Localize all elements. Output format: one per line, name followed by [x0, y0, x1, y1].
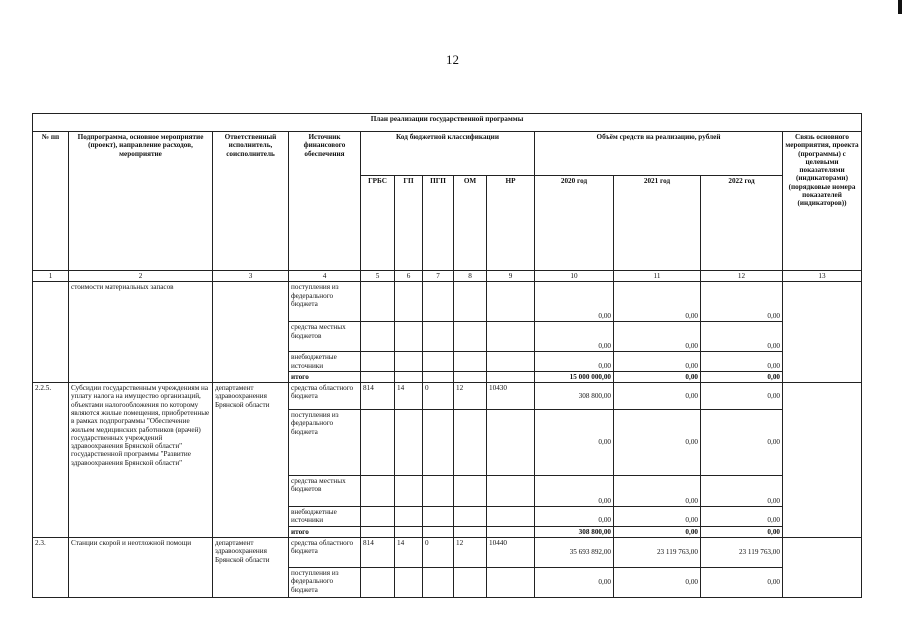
- cell-2021: 0,00: [614, 526, 701, 537]
- page-number: 12: [446, 52, 459, 67]
- col-number: 12: [701, 271, 783, 282]
- cell-2021: 0,00: [614, 371, 701, 382]
- cell-2022: 0,00: [701, 282, 783, 322]
- cell-2020: 0,00: [535, 352, 614, 372]
- table-title: План реализации государственной программы: [33, 114, 862, 132]
- cell-2022: 0,00: [701, 526, 783, 537]
- cell-responsible: департамент здравоохранения Брянской области: [213, 537, 289, 597]
- table-row: [33, 282, 862, 322]
- table-row: [33, 537, 862, 567]
- cell-source: итого: [289, 526, 361, 537]
- header-grbs: ГРБС: [361, 176, 395, 271]
- header-responsible: Ответственный исполнитель, соисполнитель: [213, 132, 289, 271]
- cell-2022: 0,00: [701, 383, 783, 410]
- header-nr: НР: [487, 176, 535, 271]
- cell-link: [783, 282, 862, 383]
- cell-source: поступления из федерального бюджета: [289, 410, 361, 476]
- cell-name: Субсидии государственным учреждениям на уплату налога на имущество организаций, объектами налогообложения по которому являются жилые помещения, приобретенные в рамках подпрограммы "Обеспечение жильем медицинских работников (врачей) государственных учреждений здравоохранения Брянской области" государственной программы "Развитие здравоохранения Брянской области": [69, 383, 213, 538]
- cell-source: внебюджетные источники: [289, 352, 361, 372]
- scan-edge-mark: [898, 0, 902, 14]
- cell-source: средства местных бюджетов: [289, 476, 361, 507]
- cell-2020: 15 000 000,00: [535, 371, 614, 382]
- cell-2021: 0,00: [614, 410, 701, 476]
- cell-2021: 0,00: [614, 567, 701, 597]
- cell-grbs: 814: [361, 383, 395, 410]
- cell-grbs: 814: [361, 537, 395, 567]
- cell-2022: 0,00: [701, 476, 783, 507]
- table-row: [33, 383, 862, 410]
- cell-2020: 0,00: [535, 322, 614, 352]
- header-volume: Объём средств на реализацию, рублей: [535, 132, 783, 176]
- header-gp: ГП: [395, 176, 423, 271]
- cell-2022: 0,00: [701, 567, 783, 597]
- cell-om: 12: [454, 537, 487, 567]
- cell-link: [783, 383, 862, 538]
- cell-2022: 0,00: [701, 352, 783, 372]
- cell-nr: 10440: [487, 537, 535, 567]
- cell-2020: 0,00: [535, 410, 614, 476]
- cell-2022: 0,00: [701, 322, 783, 352]
- cell-2022: 0,00: [701, 371, 783, 382]
- cell-2021: 23 119 763,00: [614, 537, 701, 567]
- col-number: 2: [69, 271, 213, 282]
- cell-2021: 0,00: [614, 352, 701, 372]
- header-pgp: ПГП: [423, 176, 454, 271]
- cell-num: 2.3.: [33, 537, 69, 597]
- header-om: ОМ: [454, 176, 487, 271]
- col-number: 10: [535, 271, 614, 282]
- cell-pgp: 0: [423, 537, 454, 567]
- col-number: 13: [783, 271, 862, 282]
- cell-pgp: 0: [423, 383, 454, 410]
- cell-2022: 23 119 763,00: [701, 537, 783, 567]
- col-number: 6: [395, 271, 423, 282]
- col-number: 3: [213, 271, 289, 282]
- header-name: Подпрограмма, основное мероприятие (проект), направление расходов, мероприятие: [69, 132, 213, 271]
- plan-table: [32, 113, 862, 598]
- cell-source: средства областного бюджета: [289, 537, 361, 567]
- cell-gp: 14: [395, 537, 423, 567]
- col-number: 7: [423, 271, 454, 282]
- col-number: 11: [614, 271, 701, 282]
- col-number: 5: [361, 271, 395, 282]
- cell-source: итого: [289, 371, 361, 382]
- cell-source: средства местных бюджетов: [289, 322, 361, 352]
- cell-name: Станции скорой и неотложной помощи: [69, 537, 213, 597]
- header-budget-code: Код бюджетной классификации: [361, 132, 535, 176]
- cell-2022: 0,00: [701, 410, 783, 476]
- cell-2020: 35 693 892,00: [535, 537, 614, 567]
- cell-2020: 308 800,00: [535, 526, 614, 537]
- cell-link: [783, 537, 862, 597]
- cell-num: [33, 282, 69, 383]
- cell-om: 12: [454, 383, 487, 410]
- cell-2020: 0,00: [535, 507, 614, 527]
- cell-2020: 308 800,00: [535, 383, 614, 410]
- cell-num: 2.2.5.: [33, 383, 69, 538]
- header-2022: 2022 год: [701, 176, 783, 271]
- cell-responsible: [213, 282, 289, 383]
- col-number: 4: [289, 271, 361, 282]
- cell-gp: 14: [395, 383, 423, 410]
- header-source: Источник финансового обеспечения: [289, 132, 361, 271]
- cell-2020: 0,00: [535, 476, 614, 507]
- cell-2021: 0,00: [614, 507, 701, 527]
- col-number: 1: [33, 271, 69, 282]
- cell-2021: 0,00: [614, 476, 701, 507]
- header-2021: 2021 год: [614, 176, 701, 271]
- cell-source: поступления из федерального бюджета: [289, 282, 361, 322]
- header-num: № пп: [33, 132, 69, 271]
- column-numbers-row: [33, 271, 862, 282]
- header-2020: 2020 год: [535, 176, 614, 271]
- cell-2020: 0,00: [535, 282, 614, 322]
- cell-2021: 0,00: [614, 322, 701, 352]
- cell-2021: 0,00: [614, 282, 701, 322]
- col-number: 9: [487, 271, 535, 282]
- header-link: Связь основного мероприятия, проекта (программы) с целевыми показателями (индикаторами) (порядковые номера показателей (индикаторов)): [783, 132, 862, 271]
- cell-source: поступления из федерального бюджета: [289, 567, 361, 597]
- cell-name: стоимости материальных запасов: [69, 282, 213, 383]
- table-title-row: [33, 114, 862, 132]
- col-number: 8: [454, 271, 487, 282]
- cell-nr: 10430: [487, 383, 535, 410]
- cell-responsible: департамент здравоохранения Брянской области: [213, 383, 289, 538]
- cell-2021: 0,00: [614, 383, 701, 410]
- cell-2020: 0,00: [535, 567, 614, 597]
- header-row-1: [33, 132, 862, 176]
- cell-source: внебюджетные источники: [289, 507, 361, 527]
- cell-source: средства областного бюджета: [289, 383, 361, 410]
- cell-2022: 0,00: [701, 507, 783, 527]
